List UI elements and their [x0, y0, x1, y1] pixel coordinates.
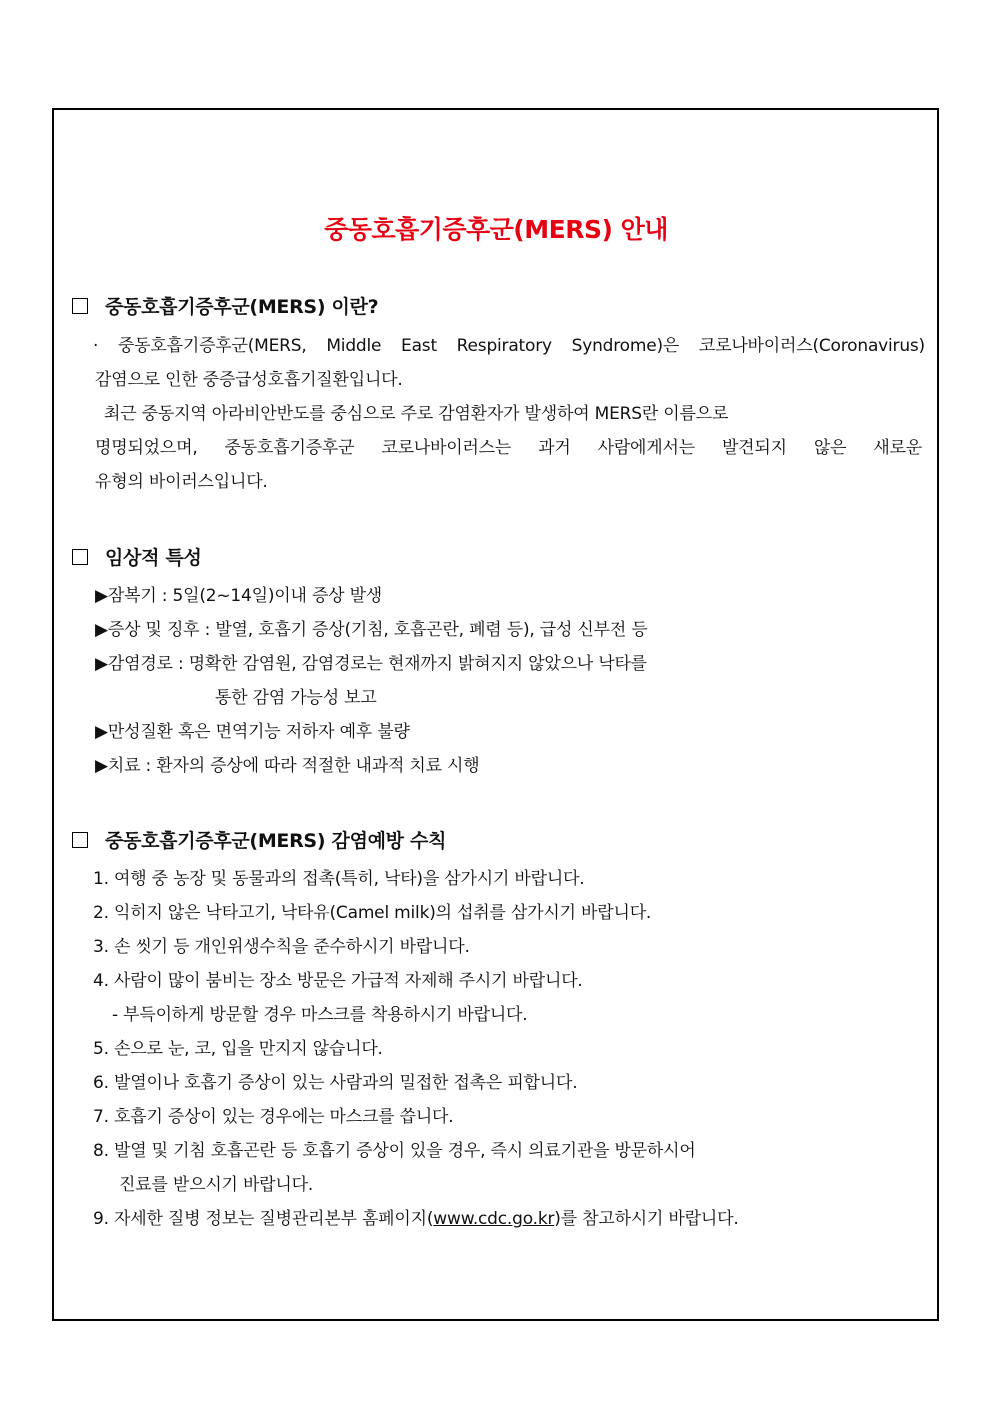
list-item: ▶치료 : 환자의 증상에 따라 적절한 내과적 치료 시행 — [95, 756, 480, 776]
list-item: 4. 사람이 많이 붐비는 장소 방문은 가급적 자제해 주시기 바랍니다. — [93, 971, 583, 991]
list-item: 8. 발열 및 기침 호흡곤란 등 호흡기 증상이 있을 경우, 즉시 의료기관을 방문하시어 — [93, 1141, 696, 1161]
section-heading-what-is-mers — [72, 292, 378, 319]
section-heading-clinical-features — [72, 543, 202, 570]
cdc-website-link[interactable]: www.cdc.go.kr — [433, 1209, 555, 1229]
list-item: 1. 여행 중 농장 및 동물과의 접촉(특히, 낙타)을 삼가시기 바랍니다. — [93, 869, 585, 889]
list-item: ▶감염경로 : 명확한 감염원, 감염경로는 현재까지 밝혀지지 않았으나 낙타를 — [95, 654, 647, 674]
list-item — [93, 1204, 739, 1229]
list-item-continuation: 진료를 받으시기 바랍니다. — [119, 1175, 314, 1195]
list-item: ▶증상 및 징후 : 발열, 호흡기 증상(기침, 호흡곤란, 폐렴 등), 급성 신부전 등 — [95, 620, 648, 640]
list-item-subnote: - 부득이하게 방문할 경우 마스크를 착용하시기 바랍니다. — [112, 1005, 528, 1025]
list-item-text: )를 참고하시기 바랍니다. — [554, 1209, 739, 1229]
list-item: 7. 호흡기 증상이 있는 경우에는 마스크를 씁니다. — [93, 1107, 454, 1127]
paragraph-line: 감염으로 인한 중증급성호흡기질환입니다. — [95, 370, 403, 390]
paragraph-line: · 중동호흡기증후군(MERS, Middle East Respiratory Syndrome)은 코로나바이러스(Coronavirus) — [93, 336, 925, 356]
list-item: 3. 손 씻기 등 개인위생수칙을 준수하시기 바랍니다. — [93, 937, 470, 957]
list-item-continuation: 통한 감염 가능성 보고 — [215, 688, 377, 708]
checkbox-square-icon — [72, 298, 88, 314]
checkbox-square-icon — [72, 832, 88, 848]
section-heading-text: 중동호흡기증후군(MERS) 감염예방 수칙 — [105, 830, 447, 852]
section-heading-text: 임상적 특성 — [105, 547, 202, 569]
page-title: 중동호흡기증후군(MERS) 안내 — [324, 215, 668, 244]
list-item: ▶만성질환 혹은 면역기능 저하자 예후 불량 — [95, 722, 410, 742]
list-item: 2. 익히지 않은 낙타고기, 낙타유(Camel milk)의 섭취를 삼가시기 바랍니다. — [93, 903, 652, 923]
list-item: 5. 손으로 눈, 코, 입을 만지지 않습니다. — [93, 1039, 383, 1059]
paragraph-line: 최근 중동지역 아라비안반도를 중심으로 주로 감염환자가 발생하여 MERS란 이름으로 — [104, 404, 729, 424]
paragraph-line: 유형의 바이러스입니다. — [95, 472, 268, 492]
section-heading-prevention-rules — [72, 826, 446, 853]
paragraph-line: 명명되었으며, 중동호흡기증후군 코로나바이러스는 과거 사람에게서는 발견되지 않은 새로운 — [95, 438, 922, 458]
list-item: 6. 발열이나 호흡기 증상이 있는 사람과의 밀접한 접촉은 피합니다. — [93, 1073, 578, 1093]
section-heading-text: 중동호흡기증후군(MERS) 이란? — [105, 296, 379, 318]
checkbox-square-icon — [72, 549, 88, 565]
list-item-text: 9. 자세한 질병 정보는 질병관리본부 홈페이지( — [93, 1209, 434, 1229]
list-item: ▶잠복기 : 5일(2~14일)이내 증상 발생 — [95, 586, 383, 606]
